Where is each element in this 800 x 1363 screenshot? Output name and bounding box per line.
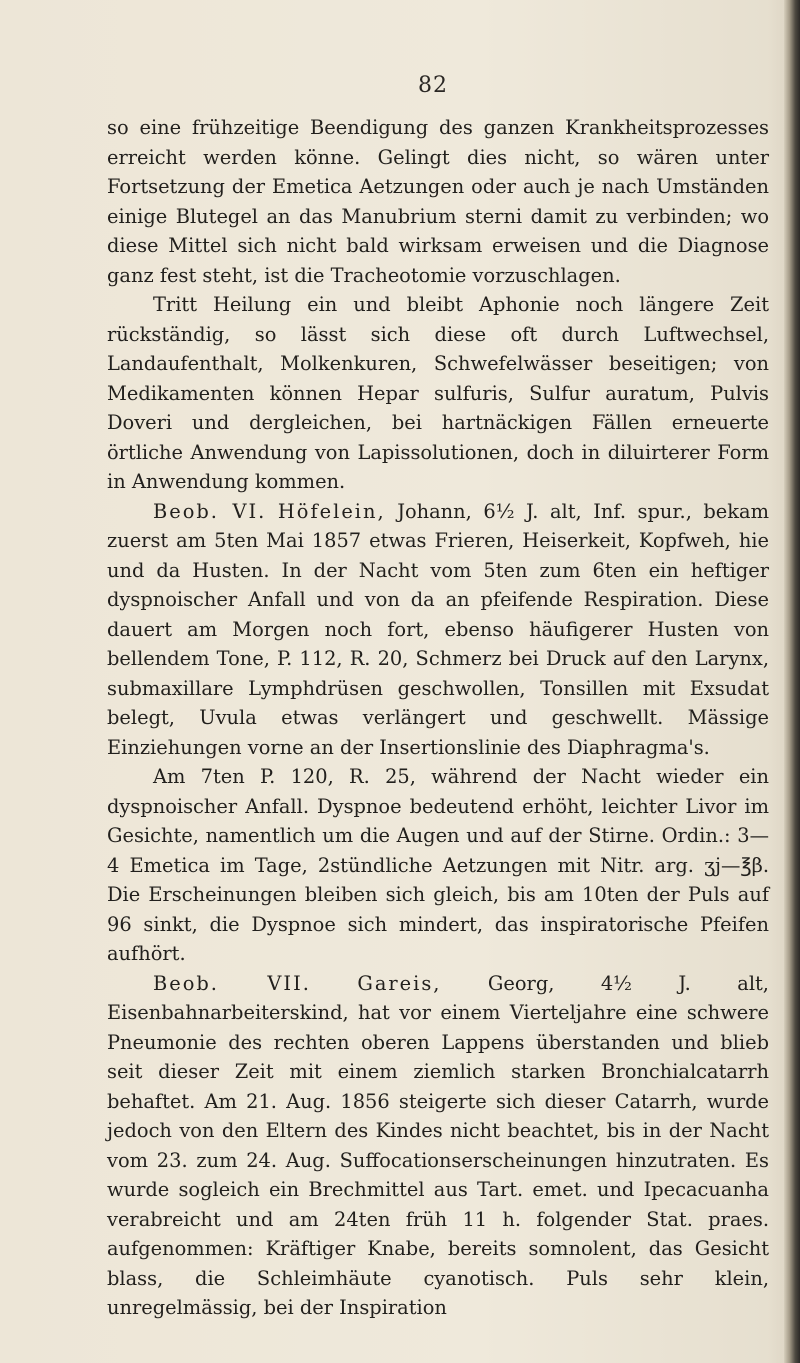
paragraph-2: Tritt Heilung ein und bleibt Aphonie noch längere Zeit rückständig, so lässt sich diese oft durch Luftwechsel, Landaufenthalt, Molkenkuren, Schwefelwässer beseitigen; von Medikamenten können Hepar sulfuris, Sulfur auratum, Pulvis Doveri und dergleichen, bei hartnäckigen Fällen erneuerte örtliche Anwendung von Lapissolutionen, doch in diluirterer Form in Anwendung kommen. xyxy=(107,293,769,493)
body-text xyxy=(107,113,769,1323)
observation-label: Beob. VI. xyxy=(153,499,267,523)
observation-text: Johann, 6½ J. alt, Inf. spur., bekam zuerst am 5ten Mai 1857 etwas Frieren, Heiserkeit, Kopfweh, hie und da Husten. In der Nacht vom 5ten zum 6ten ein heftiger dyspnoischer Anfall und von da an pfeifende Respiration. Diese dauert am Morgen noch fort, ebenso häufigerer Husten von bellendem Tone, P. 112, R. 20, Schmerz bei Druck auf den Larynx, submaxillare Lymphdrüsen geschwollen, Tonsillen mit Exsudat belegt, Uvula etwas verlängert und geschwellt. Mässige Einziehungen vorne an der Insertionslinie des Diaphragma's. xyxy=(107,499,769,759)
paragraph-4: Am 7ten P. 120, R. 25, während der Nacht wieder ein dyspnoischer Anfall. Dyspnoe bedeutend erhöht, leichter Livor im Gesichte, namentlich um die Augen und auf der Stirne. Ordin.: 3—4 Emetica im Tage, 2stündliche Aetzungen mit Nitr. arg. ʒj—℥β. Die Erscheinungen bleiben sich gleich, bis am 10ten der Puls auf 96 sinkt, die Dyspnoe sich mindert, das inspiratorische Pfeifen aufhört. xyxy=(107,765,769,965)
paragraph-1: so eine frühzeitige Beendigung des ganzen Krankheitsprozesses erreicht werden könne. Gelingt dies nicht, so wären unter Fortsetzung der Emetica Aetzungen oder auch je nach Umständen einige Blutegel an das Manubrium sterni damit zu verbinden; wo diese Mittel sich nicht bald wirksam erweisen und die Diagnose ganz fest steht, ist die Tracheotomie vorzuschlagen. xyxy=(107,116,769,287)
paragraph-observation-6 xyxy=(107,497,769,763)
patient-name: Höfelein, xyxy=(277,499,386,523)
page-number: 82 xyxy=(418,73,448,98)
page-edge-shadow xyxy=(784,0,800,1363)
observation-label: Beob. VII. xyxy=(153,971,311,995)
patient-name: Gareis, xyxy=(357,971,442,995)
observation-text: Georg, 4½ J. alt, Eisenbahnarbeiterskind, hat vor einem Vierteljahre eine schwere Pneumonie des rechten oberen Lappens überstanden und blieb seit dieser Zeit mit einem ziemlich starken Bronchialcatarrh behaftet. Am 21. Aug. 1856 steigerte sich dieser Catarrh, wurde jedoch von den Eltern des Kindes nicht beachtet, bis in der Nacht vom 23. zum 24. Aug. Suffocationserscheinungen hinzutraten. Es wurde sogleich ein Brechmittel aus Tart. emet. und Ipecacuanha verabreicht und am 24ten früh 11 h. folgender Stat. praes. aufgenommen: Kräftiger Knabe, bereits somnolent, das Gesicht blass, die Schleimhäute cyanotisch. Puls sehr klein, unregelmässig, bei der Inspiration xyxy=(107,971,769,1319)
paragraph-observation-7 xyxy=(107,969,769,1323)
